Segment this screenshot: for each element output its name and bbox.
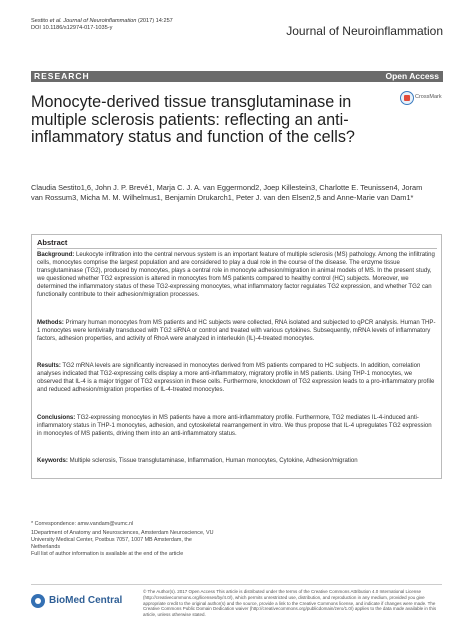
conclusions-label: Conclusions: [37, 415, 76, 421]
publisher-name: BioMed Central [49, 595, 123, 606]
affiliation-line: University Medical Center, Postbus 7057, 1007 MB Amsterdam, the [31, 537, 192, 543]
abstract-background [37, 252, 437, 299]
keywords-text: Multiple sclerosis, Tissue transglutaminase, Inflammation, Human monocytes, Cytokine, Adhesion/migration [67, 458, 358, 464]
doi: DOI 10.1186/s12974-017-1035-y [31, 25, 113, 31]
biomed-central-icon [31, 594, 45, 608]
author-list: Claudia Sestito1,6, John J. P. Brevé1, Marja C. J. A. van Eggermond2, Joep Killestein3, Charlotte E. Teunissen4, Joram van Rossum3, Micha M. M. Wilhelmus1, Benjamin Drukarch1, Peter J. van den Elsen2,5 and Anne-Marie van Dam1* [31, 183, 423, 203]
affiliation-line: Netherlands [31, 544, 61, 550]
citation-journal: et al. Journal of Neuroinflammation [49, 18, 137, 24]
article-type-banner [31, 71, 443, 82]
abstract-heading: Abstract [37, 238, 68, 247]
crossmark-label: CrossMark [415, 94, 442, 100]
author-info-note: Full list of author information is available at the end of the article [31, 551, 184, 557]
footer-divider [31, 584, 442, 585]
journal-name: Journal of Neuroinflammation [286, 24, 443, 38]
article-type: RESEARCH [34, 71, 90, 81]
results-label: Results: [37, 363, 61, 369]
abstract-conclusions [37, 415, 437, 439]
methods-text: Primary human monocytes from MS patients and HC subjects were collected, RNA isolated and subjected to qPCR analysis. Human THP-1 monocytes were lentivirally transduced with TG2 siRNA or control and treated with various cytokines. Subsequently, mRNA levels of inflammatory factors, adhesion properties, and activity of RhoA were analyzed in interleukin (IL)-4-treated monocytes. [37, 320, 436, 342]
abstract-keywords [37, 458, 437, 466]
citation-authors: Sestito [31, 18, 50, 24]
background-text: Leukocyte infiltration into the central nervous system is an important feature of multiple sclerosis (MS) pathology. Among the infiltrating cells, monocytes comprise the largest population and are considered to play a dual role in the course of the disease. The enzyme tissue transglutaminase (TG2), produced by monocytes, plays a central role in monocyte adhesion/migration in animal models of MS. In the present study, we questioned whether TG2 expression is altered in monocytes from MS patients compared to healthy control (HC) subjects. Moreover, we determined the inflammatory status of these TG2-expressing monocytes, what inflammatory factor regulates TG2 expression, and whether TG2 can functionally contribute to their adhesion/migration processes. [37, 252, 435, 298]
abstract-methods [37, 320, 437, 344]
crossmark-icon [400, 91, 414, 105]
license-statement: © The Author(s). 2017 Open Access This article is distributed under the terms of the Creative Commons Attribution 4.0 International License (http://creativecommons.org/licenses/by/4.0/), which permits unrestricted use, distribution, and reproduction in any medium, provided you give appropriate credit to the original author(s) and the source, provide a link to the Creative Commons license, and indicate if changes were made. The Creative Commons Public Domain Dedication waiver (http://creativecommons.org/publicdomain/zero/1.0/) applies to the data made available in this article, unless otherwise stated. [143, 589, 437, 618]
abstract-divider [37, 248, 437, 249]
citation-year: (2017) 14:257 [136, 18, 173, 24]
methods-label: Methods: [37, 320, 64, 326]
open-access-label: Open Access [385, 71, 439, 81]
keywords-label: Keywords: [37, 458, 68, 464]
conclusions-text: TG2-expressing monocytes in MS patients have a more anti-inflammatory profile. Furthermore, TG2 mediates IL-4-induced anti-inflammatory status in THP-1 monocytes, adhesion, and cytoskeletal rearrangement in vitro. We thus propose that IL-4 upregulates TG2 expression in monocytes of MS patients, driving them into an anti-inflammatory status. [37, 415, 432, 437]
crossmark-badge[interactable] [400, 91, 444, 105]
correspondence-note: * Correspondence: amw.vandam@vumc.nl [31, 521, 134, 527]
article-title: Monocyte-derived tissue transglutaminase in multiple sclerosis patients: reflecting an anti-inflammatory status and function of the cells? [31, 93, 355, 146]
background-label: Background: [37, 252, 75, 258]
publisher-logo [31, 592, 121, 610]
results-text: TG2 mRNA levels are significantly increased in monocytes derived from MS patients compared to HC subjects. In addition, correlation analyses indicated that TG2-expressing cells display a more anti-inflammatory, migratory profile in MS patients. Using THP-1 monocytes, we observed that IL-4 is a major trigger of TG2 expression in these cells. Furthermore, knockdown of TG2 expression leads to a pro-inflammatory profile and reduced adhesion/migration properties of IL-4-treated monocytes. [37, 363, 435, 393]
citation-header [31, 18, 173, 32]
abstract-results [37, 363, 437, 395]
affiliation-line: 1Department of Anatomy and Neurosciences, Amsterdam Neuroscience, VU [31, 530, 214, 536]
